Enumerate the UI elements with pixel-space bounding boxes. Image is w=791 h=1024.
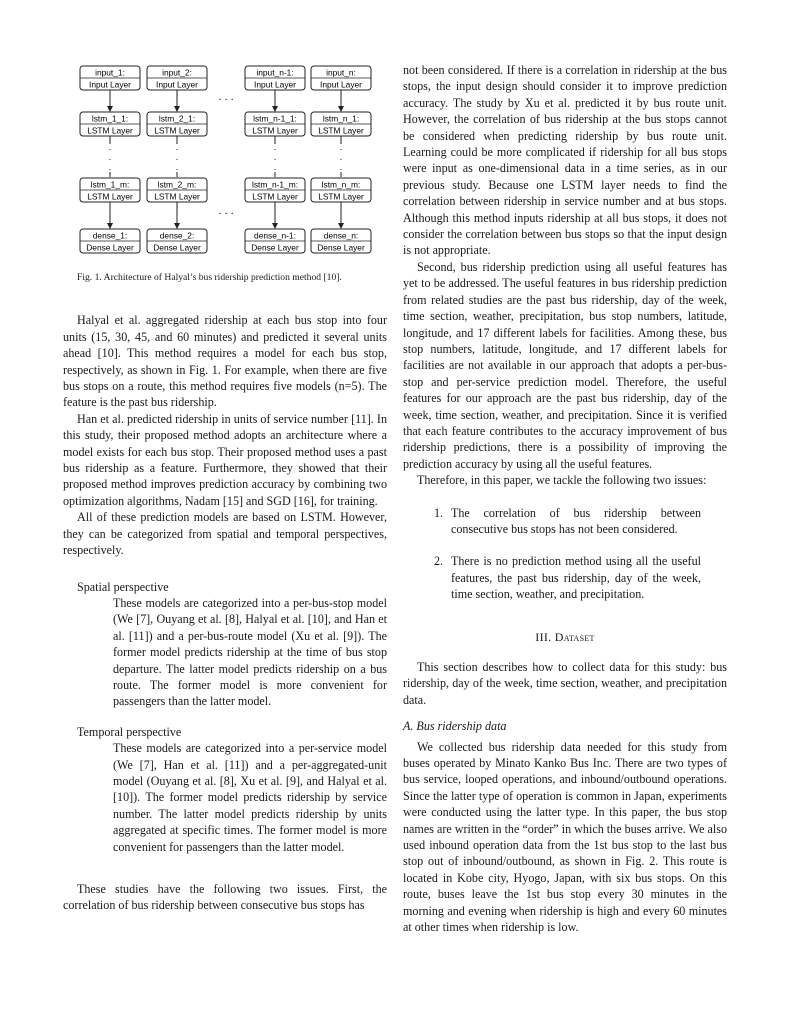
layer-box (147, 112, 207, 136)
layer-box (245, 229, 305, 253)
subsection-heading: A. Bus ridership data (403, 719, 507, 734)
vertical-dot: . (339, 142, 343, 152)
section-title: Dataset (554, 629, 595, 644)
layer-name: lstm_n_m: (321, 179, 361, 190)
vertical-dot: . (108, 162, 112, 172)
paragraph: All of these prediction models are based on LSTM. However, they can be categorized from spatial and temporal perspectives, respectively. (63, 510, 387, 558)
layer-type: Dense Layer (317, 242, 365, 253)
layer-box (147, 229, 207, 253)
spatial-perspective-title: Spatial perspective (77, 579, 169, 594)
paragraph: We collected bus ridership data needed for this study from buses operated by Minato Kanko Bus Inc. There are two types of bus service, looped operations, and inbound/outbound operations. Since the latter type of operation is common in Japan, experiments were conducted using the latter type. In this paper, the bus stop names are written in the “order” in which the buses arrive. We also used inbound operation data from the 1st bus stop to the last bus stop out of inbound/outbound, as shown in Fig. 2. This route is located in Kobe city, Hyogo, Japan, with six bus stops. On this route, buses leave the 1st bus stop every 30 minutes in the morning and evening when ridership is high and every 60 minutes at other times when ridership is low. (403, 739, 727, 935)
layer-type: Dense Layer (251, 242, 299, 253)
vertical-dot: . (175, 152, 179, 162)
section-number: III. (535, 629, 552, 644)
layer-type: LSTM Layer (154, 125, 200, 136)
layer-type: LSTM Layer (87, 125, 133, 136)
layer-name: lstm_2_m: (157, 179, 197, 190)
list-item (403, 553, 727, 602)
layer-box (245, 112, 305, 136)
vertical-dot: . (273, 152, 277, 162)
layer-name: lstm_2_1: (158, 113, 196, 124)
layer-box (80, 112, 140, 136)
layer-name: lstm_1_1: (91, 113, 129, 124)
layer-name: dense_n-1: (254, 230, 296, 241)
list-text: There is no prediction method using all the useful features, the past bus ridership, day of the week, time section, weather, and precipitation. (451, 554, 701, 602)
layer-name: lstm_n_1: (322, 113, 360, 124)
vertical-dot: . (175, 142, 179, 152)
layer-type: Input Layer (89, 79, 131, 90)
ellipsis: . . . (218, 205, 234, 217)
vertical-dot: . (108, 142, 112, 152)
left-column (63, 62, 387, 914)
layer-box (80, 66, 140, 90)
paragraph: Han et al. predicted ridership in units of service number [11]. In this study, their proposed method adopts an architecture where a model exists for each bus stop. Their proposed method uses a past bus ridership as a feature. Furthermore, they showed that their proposed method improves prediction accuracy by combining two optimization algorithms, Nadam [15] and SGD [16], for training. (63, 411, 387, 508)
layer-type: LSTM Layer (318, 125, 364, 136)
layer-name: input_1: (95, 67, 125, 78)
layer-name: dense_2: (159, 230, 195, 241)
vertical-dot: . (175, 162, 179, 172)
right-column (403, 62, 727, 936)
layer-box (80, 229, 140, 253)
layer-name: input_2: (162, 67, 192, 78)
list-number: 1. (434, 505, 444, 520)
layer-name: input_n: (326, 67, 356, 78)
ellipsis: . . . (218, 91, 234, 103)
layer-type: Dense Layer (153, 242, 201, 253)
architecture-figure (63, 62, 387, 262)
layer-box (147, 66, 207, 90)
layer-type: LSTM Layer (252, 125, 298, 136)
layer-name: input_n-1: (256, 67, 294, 78)
layer-box (80, 178, 140, 202)
list-item (403, 505, 727, 538)
layer-name: lstm_n-1_m: (251, 179, 299, 190)
issues-list (403, 505, 727, 603)
layer-type: LSTM Layer (252, 191, 298, 202)
layer-box (311, 66, 371, 90)
list-number: 2. (434, 554, 444, 569)
paragraph: Halyal et al. aggregated ridership at each bus stop into four units (15, 30, 45, and 60 minutes) and predicted it several units ahead [10]. This method requires a model for each bus stop, respectively, as shown in Fig. 1. For example, when there are five bus stops on a route, this method requires five models (n=5). The feature is the past bus ridership. (63, 313, 387, 410)
layer-box (245, 66, 305, 90)
temporal-perspective-title: Temporal perspective (77, 724, 182, 739)
layer-type: LSTM Layer (87, 191, 133, 202)
vertical-dot: . (273, 142, 277, 152)
layer-type: LSTM Layer (154, 191, 200, 202)
vertical-dot: . (339, 152, 343, 162)
paragraph: Therefore, in this paper, we tackle the following two issues: (417, 473, 707, 488)
paragraph: not been considered. If there is a correlation in ridership at the bus stops, the input design should consider it to improve prediction accuracy. The study by Xu et al. predicted it by bus route unit. However, the correlation of bus ridership at the bus stops cannot be considered when predicting ridership by bus route unit. Learning could be more complicated if ridership for all bus stops were input as one-dimensional data in a time series, as in our previous study. Because one LSTM layer needs to find the correlation between ridership in service number and at bus stops. Although this method inputs ridership at all bus stops, it does not consider the correlation between bus stops so that the input design is not appropriate. (403, 63, 727, 258)
paragraph: Second, bus ridership prediction using all useful features has yet to be addressed. The useful features in bus ridership prediction from related studies are the past bus ridership, day of the week, time section, weather, precipitation, bus stop numbers, latitude, longitude, and 17 different labels for facilities. Among these, bus stop numbers, latitude, longitude, and 17 different labels for facilities are not available in our approach that adopts a per-bus-stop and per-service prediction model. Therefore, the useful features for our approach are the past bus ridership, day of the week, time section, weather, and precipitation. Since it is verified that each feature contributes to the accuracy improvement of bus ridership predictions, there is a possibility of improving the prediction accuracy by using all the useful features. (403, 259, 727, 471)
layer-type: Input Layer (320, 79, 362, 90)
layer-name: dense_1: (92, 230, 128, 241)
paragraph: This section describes how to collect data for this study: bus ridership, day of the week, time section, weather, and precipitation data. (403, 660, 727, 707)
layer-box (245, 178, 305, 202)
vertical-dot: . (108, 152, 112, 162)
vertical-dot: . (273, 162, 277, 172)
layer-name: lstm_1_m: (90, 179, 130, 190)
list-text: The correlation of bus ridership between consecutive bus stops has not been considered. (451, 505, 701, 536)
layer-box (311, 112, 371, 136)
spatial-perspective-body: These models are categorized into a per-bus-stop model (We [7], Ouyang et al. [8], Halyal et al. [10], and Han et al. [11]) and a per-bus-route model (Xu et al. [9]). The former model predicts ridership at the time of bus stop departure. The latter model predicts ridership on a bus route. The former model is more convenient for passengers than the latter model. (113, 595, 387, 709)
layer-type: LSTM Layer (318, 191, 364, 202)
section-heading (403, 629, 727, 645)
layer-name: dense_n: (323, 230, 359, 241)
layer-type: Input Layer (254, 79, 296, 90)
layer-box (147, 178, 207, 202)
figure-caption: Fig. 1. Architecture of Halyal’s bus ridership prediction method [10]. (77, 272, 342, 284)
temporal-perspective-body: These models are categorized into a per-service model (We [7], Han et al. [11]) and a per-aggregated-unit model (Ouyang et al. [8], Xu et al. [9], and Halyal et al. [10]). The former model predicts ridership by service number. The latter model predicts ridership by units aggregated at specific times. The former model is more convenient for passengers than the latter model. (113, 741, 387, 854)
layer-box (311, 229, 371, 253)
vertical-dot: . (339, 162, 343, 172)
layer-type: Input Layer (156, 79, 198, 90)
layer-name: lstm_n-1_1: (253, 113, 297, 124)
paragraph: These studies have the following two issues. First, the correlation of bus ridership between consecutive bus stops has (63, 882, 387, 913)
layer-box (311, 178, 371, 202)
layer-type: Dense Layer (86, 242, 134, 253)
